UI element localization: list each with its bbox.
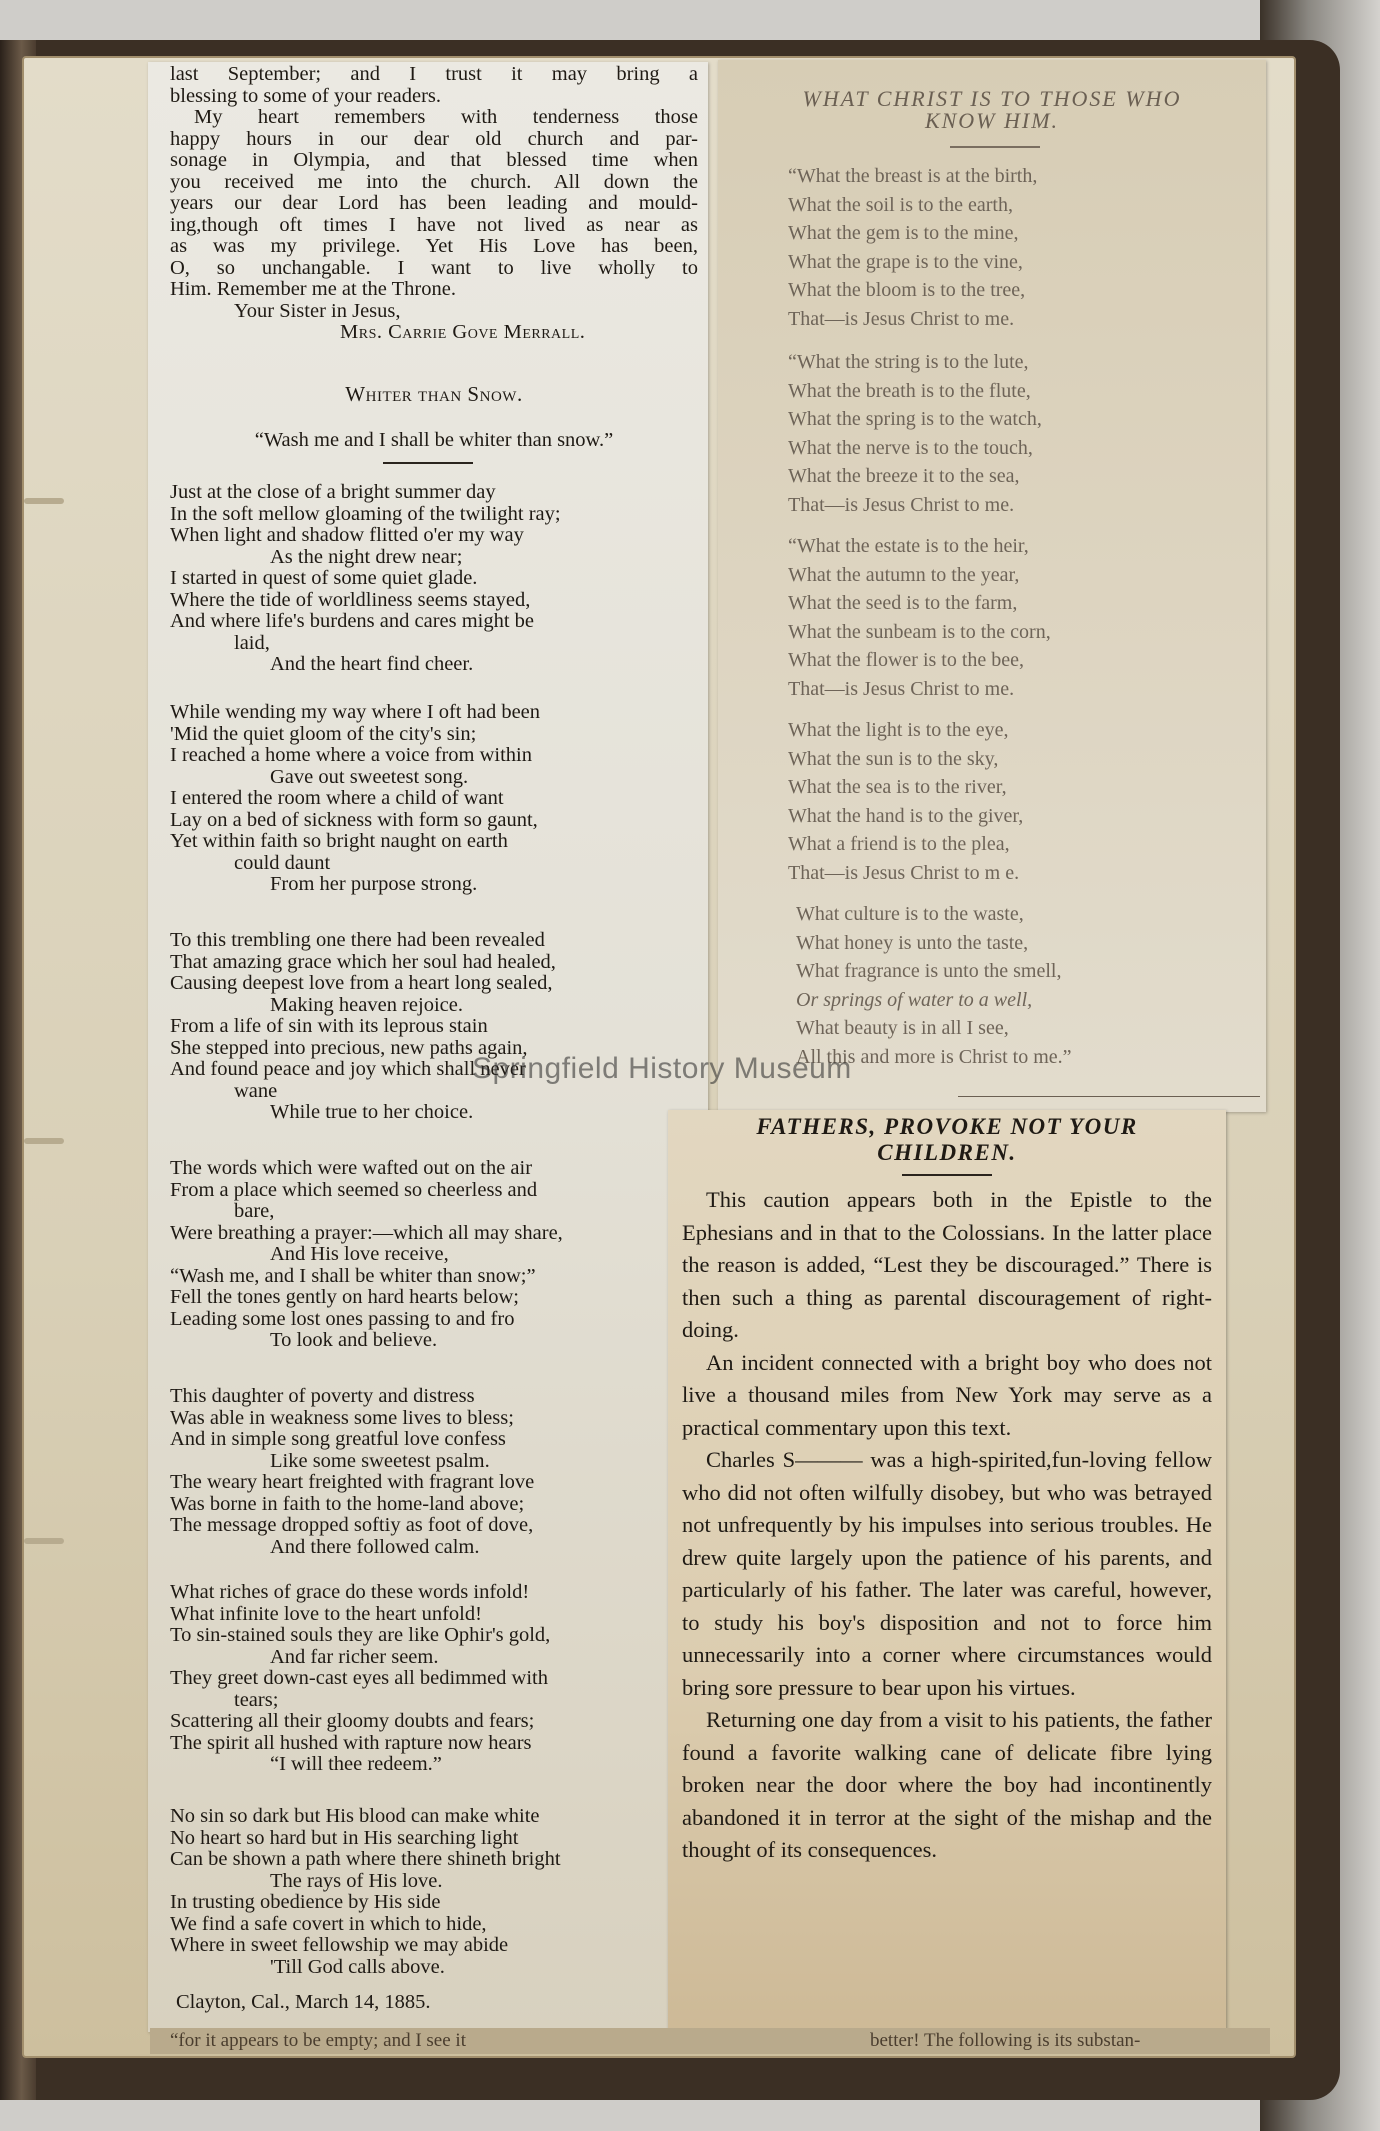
poem-line: What the autumn to the year,: [788, 563, 1020, 586]
article-title-line: CHILDREN.: [877, 1140, 1017, 1165]
poem-line: tears;: [234, 1688, 279, 1711]
poem-line: They greet down-cast eyes all bedimmed with: [170, 1667, 548, 1689]
article-title-line: FATHERS, PROVOKE NOT YOUR: [756, 1114, 1138, 1139]
letter-line: as was my privilege. Yet His Love has been,: [170, 235, 698, 257]
poem-line: What the grape is to the vine,: [788, 250, 1023, 273]
end-rule: [958, 1096, 1260, 1097]
poem-stanza: [170, 1386, 698, 1558]
poem-line: I entered the room where a child of want: [170, 787, 504, 809]
poem-line: The message dropped softiy as foot of dove,: [170, 1514, 534, 1536]
poem-line: What riches of grace do these words infold!: [170, 1581, 530, 1603]
poem-line: What honey is unto the taste,: [796, 931, 1029, 954]
poem-line: No heart so hard but in His searching light: [170, 1826, 519, 1849]
letter-line: years our dear Lord has been leading and mould-: [170, 192, 698, 214]
poem-line: When light and shadow flitted o'er my way: [170, 524, 524, 546]
poem-line: “Wash me, and I shall be whiter than snow;”: [170, 1264, 536, 1287]
poem-line: What the flower is to the bee,: [788, 649, 1025, 671]
poem-line: Lay on a bed of sickness with form so gaunt,: [170, 808, 538, 831]
poem-line: “What the string is to the lute,: [788, 351, 1029, 373]
poem-line: That—is Jesus Christ to me.: [788, 493, 1015, 516]
letter-text: [170, 64, 698, 344]
museum-watermark: Springfield History Museum: [472, 1052, 852, 1085]
poem-stanza: [170, 930, 698, 1124]
poem-line: The spirit all hushed with rapture now hears: [170, 1731, 532, 1754]
letter-signature: Mrs. Carrie Gove Merrall.: [340, 321, 586, 343]
poem-title-line: KNOW HIM.: [924, 108, 1060, 133]
poem-line: All this and more is Christ to me.”: [796, 1045, 1072, 1068]
poem-line: “What the breast is at the birth,: [788, 165, 1038, 187]
letter-line: last September; and I trust it may bring a: [170, 63, 698, 85]
poem-header: [718, 88, 1266, 132]
letter-line: Him. Remember me at the Throne.: [170, 278, 456, 300]
poem-line: To this trembling one there had been revealed: [170, 929, 545, 951]
poem-title-line: WHAT CHRIST IS TO THOSE WHO: [802, 86, 1182, 111]
poem-line: 'Till God calls above.: [270, 1955, 445, 1978]
letter-line: you received me into the church. All down the: [170, 170, 698, 193]
poem-line: What the hand is to the giver,: [788, 804, 1024, 827]
poem-line: In trusting obedience by His side: [170, 1891, 441, 1913]
poem-stanza: [788, 532, 1051, 703]
poem-line: What infinite love to the heart unfold!: [170, 1602, 482, 1625]
poem-line: While true to her choice.: [270, 1101, 474, 1123]
poem-line: What the gem is to the mine,: [788, 222, 1019, 244]
poem-dateline: Clayton, Cal., March 14, 1885.: [176, 1991, 431, 2013]
poem-line: And His love receive,: [270, 1243, 449, 1265]
poem-line: And where life's burdens and cares might be: [170, 610, 535, 632]
poem-line: Gave out sweetest song.: [270, 765, 469, 788]
poem-line: Or springs of water to a well,: [796, 988, 1033, 1011]
article-body: [682, 1184, 1212, 1867]
bottom-clipping-strip: [150, 2028, 1270, 2054]
article-paragraph: This caution appears both in the Epistle to the Ephesians and in that to the Colossians. In the latter place the reason is added, “Lest they be discouraged.” There is then such a thing as parental discouragement of right-doing.: [682, 1187, 1212, 1342]
poem-line: What a friend is to the plea,: [788, 833, 1010, 855]
left-clipping: [148, 62, 708, 2032]
poem-line: Were breathing a prayer:—which all may share,: [170, 1221, 563, 1244]
poem-line: What the light is to the eye,: [788, 719, 1009, 741]
fathers-clipping: [668, 1110, 1226, 2040]
poem-line: And there followed calm.: [270, 1535, 480, 1558]
binding-string: [24, 1138, 64, 1144]
poem-line: No sin so dark but His blood can make white: [170, 1805, 540, 1827]
article-paragraph: Charles S——— was a high-spirited,fun-loving fellow who did not often wilfully disobey, but who was betrayed not unfrequently by his impulses into serious troubles. He drew quite largely upon the patience of his parents, and particularly of his father. The later was careful, however, to study his boy's disposition and not to force him unnecessarily into a corner where circumstances would bring sore pressure to bear upon his virtues.: [682, 1447, 1212, 1700]
poem-line: What the sun is to the sky,: [788, 747, 999, 770]
title-rule: [383, 462, 473, 464]
poem-line: That—is Jesus Christ to me.: [788, 677, 1015, 700]
poem-line: What the spring is to the watch,: [788, 408, 1042, 430]
poem-line: Like some sweetest psalm.: [270, 1449, 490, 1472]
poem-line: The weary heart freighted with fragrant love: [170, 1471, 535, 1493]
poem-line: What the breeze it to the sea,: [788, 465, 1020, 487]
poem-line: And far richer seem.: [270, 1645, 439, 1668]
poem-line: And found peace and joy which shall never: [170, 1058, 526, 1080]
title-rule: [902, 1174, 992, 1176]
letter-line: sonage in Olympia, and that blessed time when: [170, 149, 698, 171]
poem-line: wane: [234, 1079, 278, 1102]
binding-string: [24, 1538, 64, 1544]
poem-line: Where in sweet fellowship we may abide: [170, 1934, 509, 1956]
poem-line: Just at the close of a bright summer day: [170, 481, 496, 503]
poem-stanza: [170, 1158, 698, 1352]
letter-line: My heart remembers with tenderness those: [194, 106, 698, 128]
poem-line: What the seed is to the farm,: [788, 592, 1018, 614]
poem-line: And in simple song greatful love confess: [170, 1428, 506, 1450]
poem-line: While wending my way where I oft had been: [170, 701, 541, 723]
poem-line: The rays of His love.: [270, 1869, 443, 1892]
poem-line: Fell the tones gently on hard hearts below;: [170, 1286, 519, 1308]
poem-line: What beauty is in all I see,: [796, 1017, 1009, 1039]
letter-closing: Your Sister in Jesus,: [234, 299, 401, 322]
poem-line: What the breath is to the flute,: [788, 379, 1031, 402]
poem-line: bare,: [234, 1200, 275, 1222]
poem-line: To look and believe.: [270, 1329, 438, 1351]
poem-line: Leading some lost ones passing to and fro: [170, 1307, 515, 1330]
strip-text: better! The following is its substan-: [870, 2030, 1141, 2051]
poem-line: Making heaven rejoice.: [270, 993, 463, 1016]
poem-line: In the soft mellow gloaming of the twilight ray;: [170, 502, 561, 525]
poem-stanza: [170, 482, 698, 676]
poem-line: What culture is to the waste,: [796, 903, 1024, 925]
poem-line: Can be shown a path where there shineth bright: [170, 1848, 561, 1870]
poem-stanza: [788, 716, 1023, 887]
poem-line: We find a safe covert in which to hide,: [170, 1912, 487, 1935]
strip-text: “for it appears to be empty; and I see it: [170, 2030, 466, 2051]
poem-line: What the sunbeam is to the corn,: [788, 620, 1051, 643]
poem-stanza: [170, 1582, 698, 1776]
poem-line: What the nerve is to the touch,: [788, 436, 1033, 459]
poem-line: From a life of sin with its leprous stain: [170, 1015, 488, 1037]
poem-line: could daunt: [234, 851, 331, 874]
poem-stanza: [788, 162, 1037, 333]
article-title: [682, 1114, 1212, 1166]
poem-line: That—is Jesus Christ to m e.: [788, 861, 1020, 884]
poem-line: I reached a home where a voice from within: [170, 744, 533, 766]
letter-line: O, so unchangable. I want to live wholly to: [170, 256, 698, 279]
letter-line: blessing to some of your readers.: [170, 84, 441, 107]
poem-line: What the sea is to the river,: [788, 776, 1007, 798]
poem-stanza: [796, 900, 1072, 1071]
poem-title: Whiter than Snow.: [345, 382, 523, 406]
poem-line: That—is Jesus Christ to me.: [788, 307, 1015, 330]
poem-line: Causing deepest love from a heart long sealed,: [170, 972, 553, 994]
poem-clipping: [718, 60, 1266, 1112]
letter-line: ing,though oft times I have not lived as near as: [170, 213, 698, 236]
binding-string: [24, 498, 64, 504]
poem-line: To sin-stained souls they are like Ophir's gold,: [170, 1624, 551, 1646]
letter-line: happy hours in our dear old church and par-: [170, 127, 698, 150]
poem-line: That amazing grace which her soul had healed,: [170, 950, 556, 973]
article-paragraph: Returning one day from a visit to his patients, the father found a favorite walking cane of delicate fibre lying broken near the door where the boy had incontinently abandoned it in terror at the sight of the mishap and the thought of its consequences.: [682, 1707, 1212, 1862]
poem-epigraph: “Wash me and I shall be whiter than snow.”: [254, 429, 614, 451]
poem-line: What the bloom is to the tree,: [788, 279, 1026, 301]
poem-line: The words which were wafted out on the air: [170, 1157, 533, 1179]
poem-line: As the night drew near;: [270, 545, 463, 568]
poem-line: She stepped into precious, new paths again,: [170, 1036, 528, 1059]
poem-line: Where the tide of worldliness seems stayed,: [170, 588, 531, 611]
poem-line: And the heart find cheer.: [270, 653, 474, 675]
poem-line: 'Mid the quiet gloom of the city's sin;: [170, 722, 477, 745]
poem-line: “I will thee redeem.”: [270, 1753, 442, 1775]
poem-line: Was able in weakness some lives to bless;: [170, 1406, 514, 1429]
poem-line: Scattering all their gloomy doubts and fears;: [170, 1710, 535, 1732]
poem-stanza: [170, 1806, 698, 1978]
poem-line: Was borne in faith to the home-land above;: [170, 1492, 525, 1515]
poem-line: I started in quest of some quiet glade.: [170, 567, 478, 589]
article-paragraph: An incident connected with a bright boy who does not live a thousand miles from New York may serve as a practical commentary upon this text.: [682, 1349, 1212, 1440]
poem-line: What the soil is to the earth,: [788, 193, 1013, 216]
poem-line: This daughter of poverty and distress: [170, 1385, 475, 1407]
poem-line: “What the estate is to the heir,: [788, 535, 1029, 557]
poem-stanza: [788, 348, 1042, 519]
poem-line: From a place which seemed so cheerless and: [170, 1178, 538, 1201]
poem-stanza: [170, 702, 698, 896]
title-rule: [950, 146, 1040, 148]
poem-line: laid,: [234, 631, 270, 654]
poem-line: From her purpose strong.: [270, 873, 478, 895]
poem-line: What fragrance is unto the smell,: [796, 960, 1062, 982]
poem-line: Yet within faith so bright naught on earth: [170, 830, 508, 852]
